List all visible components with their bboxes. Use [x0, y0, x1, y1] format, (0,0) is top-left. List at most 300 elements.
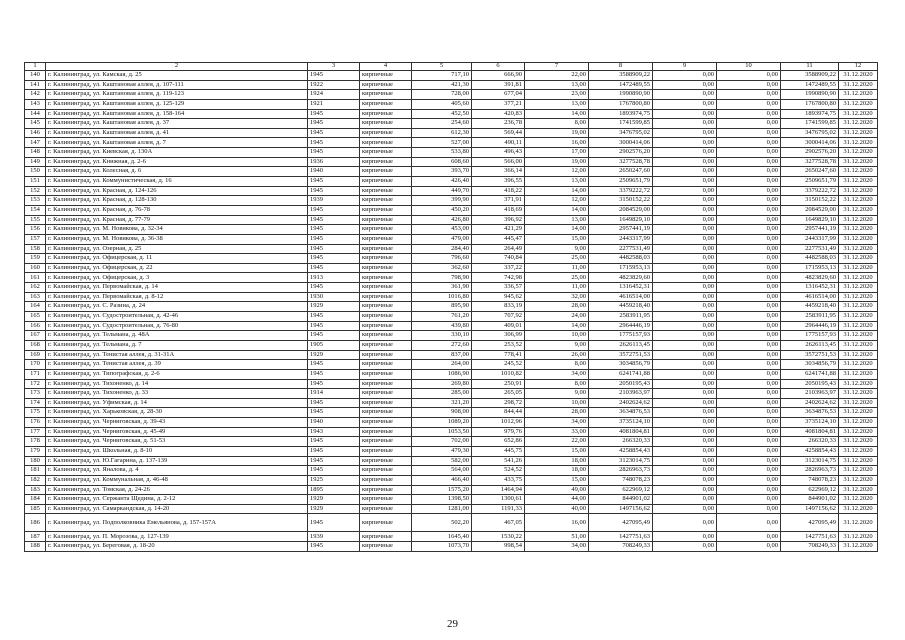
material-cell: кирпичные [360, 446, 412, 456]
depreciation-cell: 0,00 [653, 80, 717, 90]
depreciation-cell: 0,00 [653, 312, 717, 322]
material-cell: кирпичные [360, 350, 412, 360]
area-cell: 1398,50 [412, 495, 472, 505]
living-area-cell: 569,44 [472, 128, 525, 138]
living-area-cell: 396,55 [472, 177, 525, 187]
depreciation-cell: 0,00 [653, 148, 717, 158]
year-cell: 1945 [308, 148, 360, 158]
living-area-cell: 391,81 [472, 80, 525, 90]
residual-value-cell: 3277528,78 [781, 157, 839, 167]
value-cell: 1741599,85 [589, 119, 653, 129]
depreciation-cell: 0,00 [653, 186, 717, 196]
table-row [25, 398, 878, 408]
residual-value-cell: 622969,12 [781, 485, 839, 495]
table-row [25, 283, 878, 293]
residual-value-cell: 1741599,85 [781, 119, 839, 129]
depreciation-cell: 0,00 [653, 437, 717, 447]
value-cell: 1497156,62 [589, 504, 653, 514]
depreciation-cell: 0,00 [653, 263, 717, 273]
area-cell: 1053,50 [412, 427, 472, 437]
material-cell: кирпичные [360, 331, 412, 341]
count-cell: 19,00 [525, 128, 589, 138]
row-number: 151 [25, 177, 46, 187]
table-row [25, 532, 878, 542]
date-cell: 31.12.2020 [839, 273, 878, 283]
date-cell: 31.12.2020 [839, 254, 878, 264]
year-cell: 1945 [308, 244, 360, 254]
depreciation-cell: 0,00 [653, 273, 717, 283]
count-cell: 9,00 [525, 244, 589, 254]
year-cell: 1895 [308, 485, 360, 495]
other-cell: 0,00 [717, 215, 781, 225]
date-cell: 31.12.2020 [839, 119, 878, 129]
depreciation-cell: 0,00 [653, 254, 717, 264]
value-cell: 4482588,03 [589, 254, 653, 264]
address-cell: г. Калининград, ул. Тихоненко, д. 14 [46, 379, 308, 389]
value-cell: 2509651,79 [589, 177, 653, 187]
residual-value-cell: 3588909,22 [781, 71, 839, 81]
table-row [25, 485, 878, 495]
area-cell: 796,60 [412, 254, 472, 264]
other-cell: 0,00 [717, 350, 781, 360]
year-cell: 1945 [308, 437, 360, 447]
material-cell: кирпичные [360, 456, 412, 466]
row-number: 161 [25, 273, 46, 283]
count-cell: 15,00 [525, 475, 589, 485]
count-cell: 8,00 [525, 379, 589, 389]
area-cell: 426,40 [412, 177, 472, 187]
residual-value-cell: 1427751,63 [781, 532, 839, 542]
other-cell: 0,00 [717, 196, 781, 206]
other-cell: 0,00 [717, 437, 781, 447]
value-cell: 4459218,40 [589, 302, 653, 312]
year-cell: 1943 [308, 427, 360, 437]
count-cell: 44,00 [525, 495, 589, 505]
row-number: 140 [25, 71, 46, 81]
depreciation-cell: 0,00 [653, 340, 717, 350]
other-cell: 0,00 [717, 331, 781, 341]
other-cell: 0,00 [717, 177, 781, 187]
count-cell: 18,00 [525, 456, 589, 466]
material-cell: кирпичные [360, 475, 412, 485]
year-cell: 1945 [308, 360, 360, 370]
year-cell: 1929 [308, 504, 360, 514]
date-cell: 31.12.2020 [839, 128, 878, 138]
year-cell: 1940 [308, 418, 360, 428]
area-cell: 405,60 [412, 99, 472, 109]
other-cell: 0,00 [717, 254, 781, 264]
value-cell: 2402624,62 [589, 398, 653, 408]
column-header: 10 [717, 63, 781, 71]
material-cell: кирпичные [360, 80, 412, 90]
address-cell: г. Калининград, ул. Каштановая аллея, д. 41 [46, 128, 308, 138]
address-cell: г. Калининград, ул. Книжная, д. 2-6 [46, 157, 308, 167]
date-cell: 31.12.2020 [839, 418, 878, 428]
table-row [25, 205, 878, 215]
count-cell: 12,00 [525, 196, 589, 206]
depreciation-cell: 0,00 [653, 167, 717, 177]
address-cell: г. Калининград, ул. Подполковника Емельянова, д. 157-157А [46, 514, 308, 532]
row-number: 174 [25, 398, 46, 408]
living-area-cell: 418,22 [472, 186, 525, 196]
value-cell: 1316452,31 [589, 283, 653, 293]
table-row [25, 475, 878, 485]
table-row [25, 186, 878, 196]
date-cell: 31.12.2020 [839, 167, 878, 177]
other-cell: 0,00 [717, 273, 781, 283]
date-cell: 31.12.2020 [839, 244, 878, 254]
area-cell: 362,60 [412, 263, 472, 273]
table-row [25, 389, 878, 399]
year-cell: 1945 [308, 109, 360, 119]
address-cell: г. Калининград, ул. Камская, д. 25 [46, 71, 308, 81]
value-cell: 1893974,75 [589, 109, 653, 119]
depreciation-cell: 0,00 [653, 427, 717, 437]
depreciation-cell: 0,00 [653, 446, 717, 456]
row-number: 185 [25, 504, 46, 514]
living-area-cell: 740,84 [472, 254, 525, 264]
row-number: 160 [25, 263, 46, 273]
row-number: 187 [25, 532, 46, 542]
material-cell: кирпичные [360, 542, 412, 552]
living-area-cell: 1530,22 [472, 532, 525, 542]
material-cell: кирпичные [360, 312, 412, 322]
address-cell: г. Калининград, ул. М. Новикова, д. 32-34 [46, 225, 308, 235]
residual-value-cell: 2509651,79 [781, 177, 839, 187]
date-cell: 31.12.2020 [839, 283, 878, 293]
other-cell: 0,00 [717, 186, 781, 196]
date-cell: 31.12.2020 [839, 186, 878, 196]
area-cell: 450,20 [412, 205, 472, 215]
count-cell: 34,00 [525, 542, 589, 552]
date-cell: 31.12.2020 [839, 504, 878, 514]
table-row [25, 350, 878, 360]
other-cell: 0,00 [717, 90, 781, 100]
material-cell: кирпичные [360, 504, 412, 514]
living-area-cell: 396,92 [472, 215, 525, 225]
address-cell: г. Калининград, ул. Красная, д. 76-78 [46, 205, 308, 215]
material-cell: кирпичные [360, 408, 412, 418]
year-cell: 1922 [308, 80, 360, 90]
column-header: 12 [839, 63, 878, 71]
residual-value-cell: 3572751,53 [781, 350, 839, 360]
area-cell: 533,80 [412, 148, 472, 158]
residual-value-cell: 1775157,93 [781, 331, 839, 341]
year-cell: 1921 [308, 99, 360, 109]
area-cell: 264,00 [412, 360, 472, 370]
address-cell: г. Калининград, ул. Самаркандская, д. 14-20 [46, 504, 308, 514]
value-cell: 3123014,75 [589, 456, 653, 466]
date-cell: 31.12.2020 [839, 360, 878, 370]
row-number: 169 [25, 350, 46, 360]
date-cell: 31.12.2020 [839, 225, 878, 235]
area-cell: 1086,90 [412, 369, 472, 379]
row-number: 175 [25, 408, 46, 418]
address-cell: г. Калининград, ул. Красная, д. 124-126 [46, 186, 308, 196]
date-cell: 31.12.2020 [839, 485, 878, 495]
date-cell: 31.12.2020 [839, 292, 878, 302]
year-cell: 1945 [308, 138, 360, 148]
row-number: 147 [25, 138, 46, 148]
row-number: 146 [25, 128, 46, 138]
material-cell: кирпичные [360, 398, 412, 408]
year-cell: 1929 [308, 302, 360, 312]
area-cell: 761,20 [412, 312, 472, 322]
count-cell: 11,00 [525, 283, 589, 293]
other-cell: 0,00 [717, 167, 781, 177]
residual-value-cell: 4823829,60 [781, 273, 839, 283]
residual-value-cell: 708249,33 [781, 542, 839, 552]
count-cell: 16,00 [525, 514, 589, 532]
table-row [25, 138, 878, 148]
row-number: 156 [25, 225, 46, 235]
material-cell: кирпичные [360, 369, 412, 379]
material-cell: кирпичные [360, 177, 412, 187]
date-cell: 31.12.2020 [839, 177, 878, 187]
date-cell: 31.12.2020 [839, 80, 878, 90]
residual-value-cell: 2277531,49 [781, 244, 839, 254]
other-cell: 0,00 [717, 302, 781, 312]
area-cell: 717,10 [412, 71, 472, 81]
year-cell: 1945 [308, 398, 360, 408]
other-cell: 0,00 [717, 504, 781, 514]
address-cell: г. Калининград, ул. Офицерская, д. 22 [46, 263, 308, 273]
address-cell: г. Калининград, ул. М. Новикова, д. 36-38 [46, 234, 308, 244]
depreciation-cell: 0,00 [653, 177, 717, 187]
address-cell: г. Калининград, ул. Красная, д. 128-130 [46, 196, 308, 206]
count-cell: 32,00 [525, 292, 589, 302]
living-area-cell: 265,05 [472, 389, 525, 399]
other-cell: 0,00 [717, 379, 781, 389]
count-cell: 40,00 [525, 504, 589, 514]
area-cell: 1575,20 [412, 485, 472, 495]
area-cell: 453,00 [412, 225, 472, 235]
count-cell: 17,00 [525, 148, 589, 158]
table-row [25, 302, 878, 312]
residual-value-cell: 2402624,62 [781, 398, 839, 408]
area-cell: 479,00 [412, 234, 472, 244]
address-cell: г. Калининград, ул. П. Морозова, д. 127-139 [46, 532, 308, 542]
area-cell: 361,90 [412, 283, 472, 293]
table-row [25, 167, 878, 177]
value-cell: 2103963,97 [589, 389, 653, 399]
residual-value-cell: 2826963,73 [781, 466, 839, 476]
year-cell: 1914 [308, 389, 360, 399]
address-cell: г. Калининград, ул. Киевская, д. 130А [46, 148, 308, 158]
value-cell: 3476795,02 [589, 128, 653, 138]
material-cell: кирпичные [360, 263, 412, 273]
address-cell: г. Калининград, ул. Озерная, д. 25 [46, 244, 308, 254]
row-number: 183 [25, 485, 46, 495]
living-area-cell: 833,19 [472, 302, 525, 312]
count-cell: 34,00 [525, 418, 589, 428]
year-cell: 1945 [308, 283, 360, 293]
year-cell: 1930 [308, 292, 360, 302]
address-cell: г. Калининград, ул. Ю.Гагарина, д. 137-139 [46, 456, 308, 466]
address-cell: г. Калининград, ул. Коммунальная, д. 46-48 [46, 475, 308, 485]
property-register-table [24, 62, 878, 552]
residual-value-cell: 427095,49 [781, 514, 839, 532]
depreciation-cell: 0,00 [653, 331, 717, 341]
column-header: 5 [412, 63, 472, 71]
area-cell: 1073,70 [412, 542, 472, 552]
count-cell: 15,00 [525, 234, 589, 244]
row-number: 148 [25, 148, 46, 158]
year-cell: 1913 [308, 273, 360, 283]
value-cell: 4258854,43 [589, 446, 653, 456]
table-row [25, 157, 878, 167]
table-row [25, 446, 878, 456]
address-cell: г. Калининград, ул. Харьковская, д. 28-30 [46, 408, 308, 418]
residual-value-cell: 1990890,90 [781, 90, 839, 100]
row-number: 170 [25, 360, 46, 370]
address-cell: г. Калининград, ул. Первомайская, д. 14 [46, 283, 308, 293]
year-cell: 1945 [308, 225, 360, 235]
address-cell: г. Калининград, ул. Каштановая аллея, д. 37 [46, 119, 308, 129]
living-area-cell: 1012,96 [472, 418, 525, 428]
residual-value-cell: 2443317,99 [781, 234, 839, 244]
value-cell: 1427751,63 [589, 532, 653, 542]
residual-value-cell: 3000414,06 [781, 138, 839, 148]
year-cell: 1936 [308, 157, 360, 167]
living-area-cell: 566,00 [472, 157, 525, 167]
table-row [25, 360, 878, 370]
row-number: 165 [25, 312, 46, 322]
material-cell: кирпичные [360, 514, 412, 532]
value-cell: 844901,02 [589, 495, 653, 505]
column-header: 2 [46, 63, 308, 71]
material-cell: кирпичные [360, 196, 412, 206]
other-cell: 0,00 [717, 99, 781, 109]
living-area-cell: 652,86 [472, 437, 525, 447]
residual-value-cell: 2084529,00 [781, 205, 839, 215]
area-cell: 426,80 [412, 215, 472, 225]
year-cell: 1945 [308, 312, 360, 322]
year-cell: 1945 [308, 466, 360, 476]
date-cell: 31.12.2020 [839, 109, 878, 119]
value-cell: 1472489,55 [589, 80, 653, 90]
material-cell: кирпичные [360, 99, 412, 109]
area-cell: 272,60 [412, 340, 472, 350]
value-cell: 1649829,10 [589, 215, 653, 225]
year-cell: 1945 [308, 119, 360, 129]
value-cell: 2277531,49 [589, 244, 653, 254]
year-cell: 1939 [308, 532, 360, 542]
address-cell: г. Калининград, ул. Тихоненко, д. 33 [46, 389, 308, 399]
value-cell: 748078,23 [589, 475, 653, 485]
date-cell: 31.12.2020 [839, 475, 878, 485]
residual-value-cell: 4616514,00 [781, 292, 839, 302]
living-area-cell: 707,92 [472, 312, 525, 322]
value-cell: 2583911,95 [589, 312, 653, 322]
table-row [25, 71, 878, 81]
year-cell: 1929 [308, 495, 360, 505]
residual-value-cell: 3034856,79 [781, 360, 839, 370]
address-cell: г. Калининград, ул. Офицерская, д. 11 [46, 254, 308, 264]
area-cell: 895,90 [412, 302, 472, 312]
value-cell: 2957441,19 [589, 225, 653, 235]
year-cell: 1945 [308, 205, 360, 215]
material-cell: кирпичные [360, 119, 412, 129]
row-number: 188 [25, 542, 46, 552]
count-cell: 14,00 [525, 321, 589, 331]
value-cell: 2084529,00 [589, 205, 653, 215]
residual-value-cell: 844901,02 [781, 495, 839, 505]
living-area-cell: 778,41 [472, 350, 525, 360]
column-header: 8 [589, 63, 653, 71]
row-number: 157 [25, 234, 46, 244]
area-cell: 399,90 [412, 196, 472, 206]
table-row [25, 542, 878, 552]
table-row [25, 99, 878, 109]
area-cell: 284,40 [412, 244, 472, 254]
living-area-cell: 250,91 [472, 379, 525, 389]
year-cell: 1945 [308, 514, 360, 532]
material-cell: кирпичные [360, 128, 412, 138]
date-cell: 31.12.2020 [839, 495, 878, 505]
material-cell: кирпичные [360, 321, 412, 331]
living-area-cell: 264,49 [472, 244, 525, 254]
address-cell: г. Калининград, ул. Тельмана, д. 7 [46, 340, 308, 350]
residual-value-cell: 6241741,88 [781, 369, 839, 379]
depreciation-cell: 0,00 [653, 485, 717, 495]
count-cell: 14,00 [525, 225, 589, 235]
living-area-cell: 236,78 [472, 119, 525, 129]
living-area-cell: 336,57 [472, 283, 525, 293]
other-cell: 0,00 [717, 542, 781, 552]
row-number: 154 [25, 205, 46, 215]
count-cell: 8,00 [525, 119, 589, 129]
residual-value-cell: 1472489,55 [781, 80, 839, 90]
address-cell: г. Калининград, ул. Красная, д. 77-79 [46, 215, 308, 225]
date-cell: 31.12.2020 [839, 427, 878, 437]
address-cell: г. Калининград, ул. Тельмана, д. 48А [46, 331, 308, 341]
material-cell: кирпичные [360, 485, 412, 495]
material-cell: кирпичные [360, 340, 412, 350]
date-cell: 31.12.2020 [839, 369, 878, 379]
row-number: 186 [25, 514, 46, 532]
area-cell: 452,50 [412, 109, 472, 119]
count-cell: 14,00 [525, 205, 589, 215]
residual-value-cell: 2583911,95 [781, 312, 839, 322]
other-cell: 0,00 [717, 312, 781, 322]
area-cell: 1281,00 [412, 504, 472, 514]
year-cell: 1945 [308, 263, 360, 273]
count-cell: 10,00 [525, 398, 589, 408]
row-number: 152 [25, 186, 46, 196]
area-cell: 564,00 [412, 466, 472, 476]
address-cell: г. Калининград, ул. Каштановая аллея, д. 158-164 [46, 109, 308, 119]
other-cell: 0,00 [717, 475, 781, 485]
address-cell: г. Калининград, ул. Коммунистическая, д. 16 [46, 177, 308, 187]
living-area-cell: 421,29 [472, 225, 525, 235]
value-cell: 3588909,22 [589, 71, 653, 81]
table-row [25, 234, 878, 244]
living-area-cell: 1010,82 [472, 369, 525, 379]
other-cell: 0,00 [717, 148, 781, 158]
material-cell: кирпичные [360, 302, 412, 312]
depreciation-cell: 0,00 [653, 157, 717, 167]
year-cell: 1939 [308, 196, 360, 206]
table-row [25, 408, 878, 418]
area-cell: 728,00 [412, 90, 472, 100]
residual-value-cell: 2626113,45 [781, 340, 839, 350]
table-row [25, 109, 878, 119]
other-cell: 0,00 [717, 398, 781, 408]
area-cell: 421,30 [412, 80, 472, 90]
row-number: 159 [25, 254, 46, 264]
material-cell: кирпичные [360, 215, 412, 225]
